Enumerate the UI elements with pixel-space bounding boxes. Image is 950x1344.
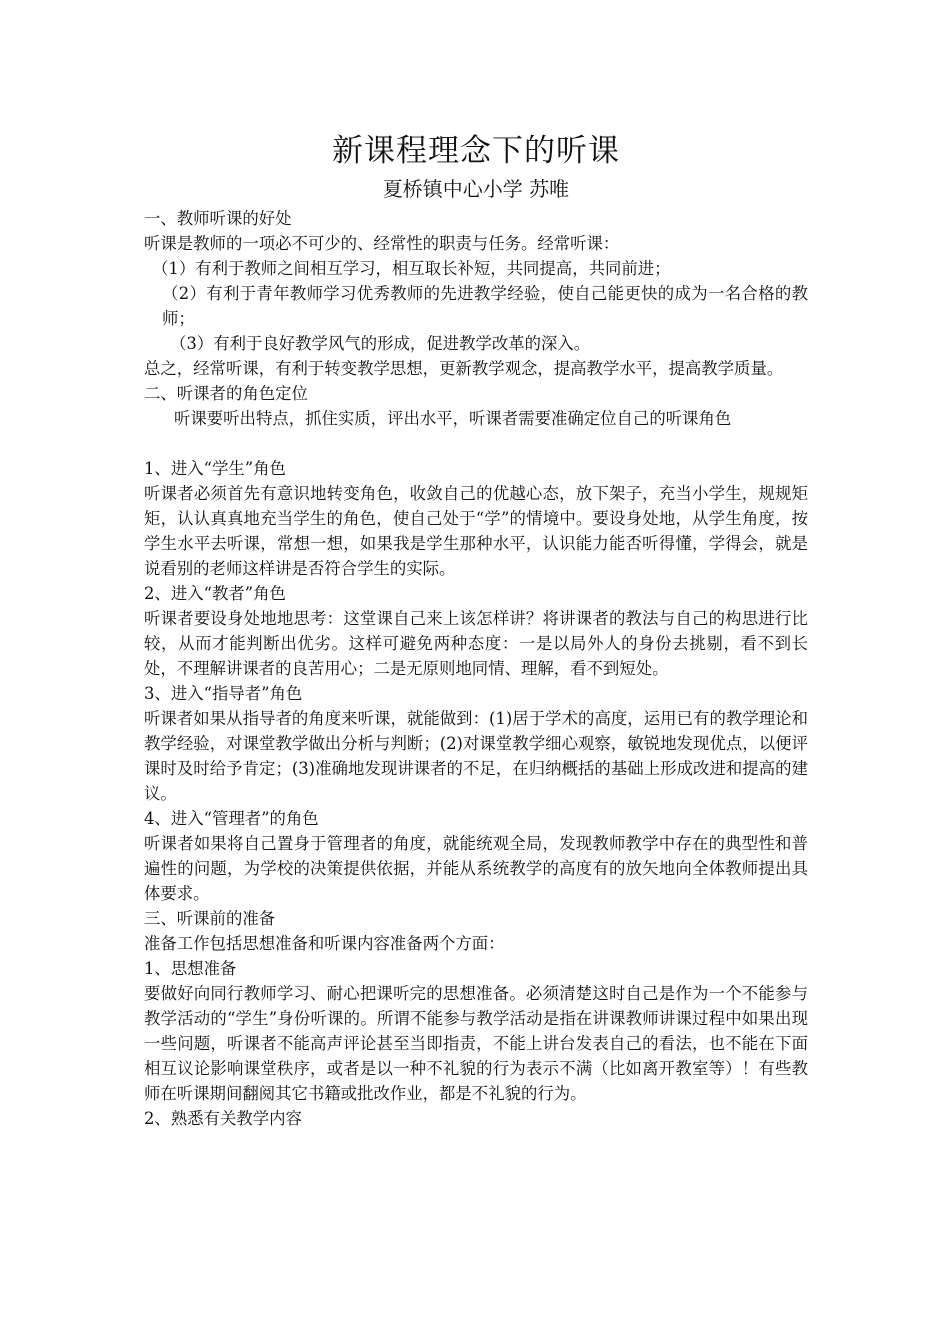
paragraph-preparation-intro: 准备工作包括思想准备和听课内容准备两个方面： <box>144 934 505 953</box>
paragraph-benefits-intro: 听课是教师的一项必不可少的、经常性的职责与任务。经常听课： <box>144 234 620 253</box>
list-item-benefit-1: （1）有利于教师之间相互学习，相互取长补短，共同提高，共同前进； <box>152 259 671 278</box>
paragraph-teacher-role: 听课者要设身处地地思考：这堂课自己来上该怎样讲？将讲课者的教法与自己的构思进行比较，从而才能判断出优劣。这样可避免两种态度：一是以局外人的身份去挑剔，看不到长处，不理解讲课者的良苦用心；二是无原则地同情、理解，看不到短处。 <box>144 609 808 678</box>
subheading-content-prep: 2、熟悉有关教学内容 <box>144 1109 302 1128</box>
paragraph-student-role: 听课者必须首先有意识地转变角色，收敛自己的优越心态，放下架子，充当小学生，规规矩矩，认认真真地充当学生的角色，使自己处于“学”的情境中。要设身处地，从学生角度，按学生水平去听课，常想一想，如果我是学生那种水平，认识能力能否听得懂，学得会，就是说看别的老师这样讲是否符合学生的实际。 <box>144 484 808 578</box>
list-item-benefit-3: （3）有利于良好教学风气的形成，促进教学改革的深入。 <box>170 334 591 353</box>
document-page <box>144 128 808 1131</box>
paragraph-mental-prep: 要做好向同行教师学习、耐心把课听完的思想准备。必须清楚这时自己是作为一个不能参与教学活动的“学生”身份听课的。所谓不能参与教学活动是指在讲课教师讲课过程中如果出现一些问题，听课者不能高声评论甚至当即指责，不能上讲台发表自己的看法，也不能在下面相互议论影响课堂秩序，或者是以一种不礼貌的行为表示不满（比如离开教室等）！有些教师在听课期间翻阅其它书籍或批改作业，都是不礼貌的行为。 <box>144 984 808 1103</box>
paragraph-benefits-summary: 总之，经常听课，有利于转变教学思想，更新教学观念，提高教学水平，提高教学质量。 <box>144 359 784 378</box>
subheading-mentor-role: 3、进入“指导者”角色 <box>144 684 303 703</box>
document-author: 夏桥镇中心小学 苏唯 <box>382 177 570 201</box>
paragraph-mentor-role: 听课者如果从指导者的角度来听课，就能做到：(1)居于学术的高度，运用已有的教学理论和教学经验，对课堂教学做出分析与判断；(2)对课堂教学细心观察，敏锐地发现优点，以便评课时及时给予肯定；(3)准确地发现讲课者的不足，在归纳概括的基础上形成改进和提高的建议。 <box>144 709 808 803</box>
section-heading-roles: 二、听课者的角色定位 <box>144 384 308 403</box>
document-title: 新课程理念下的听课 <box>332 133 620 169</box>
paragraph-roles-intro: 听课要听出特点，抓住实质，评出水平，听课者需要准确定位自己的听课角色 <box>174 409 732 428</box>
paragraph-manager-role: 听课者如果将自己置身于管理者的角度，就能统观全局，发现教师教学中存在的典型性和普遍性的问题，为学校的决策提供依据，并能从系统教学的高度有的放矢地向全体教师提出具体要求。 <box>144 834 808 903</box>
section-heading-benefits: 一、教师听课的好处 <box>144 209 292 228</box>
section-heading-preparation: 三、听课前的准备 <box>144 909 276 928</box>
subheading-student-role: 1、进入“学生”角色 <box>144 459 286 478</box>
subheading-teacher-role: 2、进入“教者”角色 <box>144 584 286 603</box>
blank-line <box>144 431 808 456</box>
list-item-benefit-2: （2）有利于青年教师学习优秀教师的先进教学经验，使自己能更快的成为一名合格的教师； <box>162 284 808 328</box>
subheading-manager-role: 4、进入“管理者”的角色 <box>144 809 319 828</box>
subheading-mental-prep: 1、思想准备 <box>144 959 237 978</box>
